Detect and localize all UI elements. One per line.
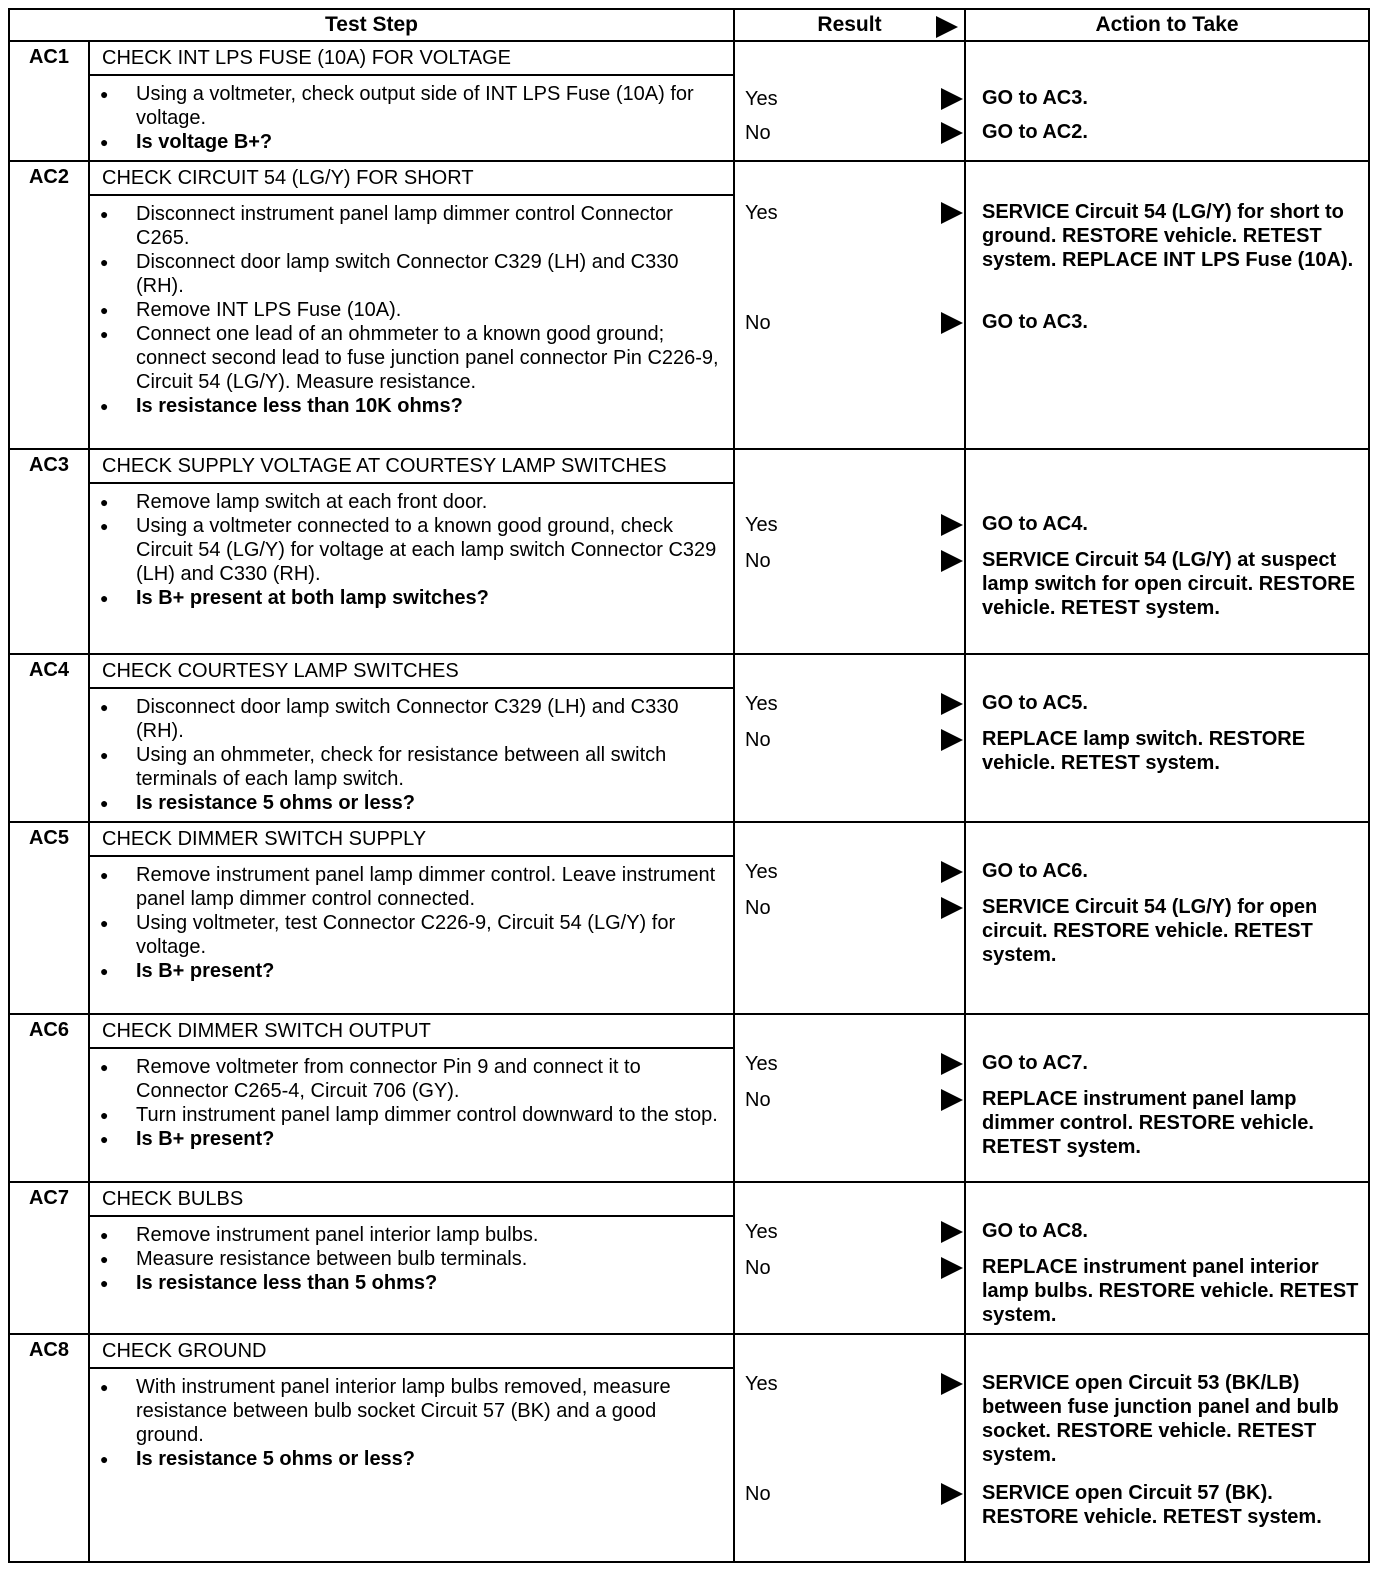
step-id: AC6 (9, 1014, 89, 1182)
result-no-label: No (745, 1089, 771, 1111)
step-row (9, 1014, 1369, 1182)
no-action: SERVICE Circuit 54 (LG/Y) at suspect lamp switch for open circuit. RESTORE vehicle. RETEST system. (982, 549, 1356, 619)
result-no-label: No (745, 122, 771, 144)
step-instruction: ● Remove instrument panel interior lamp bulbs. (136, 1223, 725, 1247)
step-instruction: ● Connect one lead of an ohmmeter to a known good ground; connect second lead to fuse junction panel connector Pin C226-9, Circuit 54 (LG/Y). Measure resistance. (136, 322, 725, 394)
result-no (745, 312, 771, 335)
step-instruction: ● Disconnect instrument panel lamp dimmer control Connector C265. (136, 202, 725, 250)
header-test-step: Test Step (9, 9, 734, 41)
step-content (89, 1182, 734, 1334)
result-no-label: No (745, 312, 771, 334)
result-no-label: No (745, 897, 771, 919)
action-cell (965, 41, 1369, 161)
result-cell (734, 41, 965, 161)
step-instruction: ● Remove instrument panel lamp dimmer control. Leave instrument panel lamp dimmer control connected. (136, 863, 725, 911)
step-instructions (90, 1049, 733, 1157)
action-cell (965, 1182, 1369, 1334)
step-question: ● Is B+ present? (136, 1127, 725, 1151)
step-question: ● Is voltage B+? (136, 130, 725, 154)
result-cell (734, 822, 965, 1014)
step-instruction: ● Remove lamp switch at each front door. (136, 490, 725, 514)
step-instructions (90, 196, 733, 424)
no-action: SERVICE Circuit 54 (LG/Y) for open circuit. RESTORE vehicle. RETEST system. (982, 896, 1318, 966)
yes-action: GO to AC7. (982, 1052, 1088, 1074)
step-question: ● Is B+ present at both lamp switches? (136, 586, 725, 610)
result-no (745, 550, 771, 573)
step-instruction: ● Using voltmeter, test Connector C226-9, Circuit 54 (LG/Y) for voltage. (136, 911, 725, 959)
step-id: AC8 (9, 1334, 89, 1562)
step-row (9, 654, 1369, 822)
step-id: AC2 (9, 161, 89, 449)
result-yes-label: Yes (745, 861, 778, 883)
arrow-right-icon (941, 693, 963, 715)
header-result-label: Result (817, 13, 882, 36)
result-cell (734, 161, 965, 449)
result-yes-label: Yes (745, 1373, 778, 1395)
result-no (745, 897, 771, 920)
arrow-right-icon (941, 729, 963, 751)
result-no-label: No (745, 1483, 771, 1505)
yes-action: SERVICE open Circuit 53 (BK/LB) between fuse junction panel and bulb socket. RESTORE vehicle. RETEST system. (982, 1372, 1339, 1466)
step-content (89, 822, 734, 1014)
no-action: SERVICE open Circuit 57 (BK). RESTORE vehicle. RETEST system. (982, 1482, 1322, 1528)
result-yes-label: Yes (745, 1053, 778, 1075)
step-question: ● Is resistance 5 ohms or less? (136, 791, 725, 815)
no-action: REPLACE instrument panel interior lamp bulbs. RESTORE vehicle. RETEST system. (982, 1256, 1359, 1326)
step-instructions (90, 76, 733, 160)
result-cell (734, 1334, 965, 1562)
step-instructions (90, 1369, 733, 1477)
action-cell (965, 161, 1369, 449)
arrow-right-icon (941, 312, 963, 334)
step-title: CHECK INT LPS FUSE (10A) FOR VOLTAGE (90, 42, 733, 76)
step-question: ● Is B+ present? (136, 959, 725, 983)
result-yes (745, 1053, 778, 1076)
step-question: ● Is resistance less than 5 ohms? (136, 1271, 725, 1295)
header-action: Action to Take (965, 9, 1369, 41)
result-yes (745, 514, 778, 537)
yes-action: GO to AC5. (982, 692, 1088, 714)
step-content (89, 1014, 734, 1182)
step-title: CHECK DIMMER SWITCH SUPPLY (90, 823, 733, 857)
step-content (89, 161, 734, 449)
step-row (9, 449, 1369, 654)
yes-action: GO to AC3. (982, 87, 1088, 109)
action-cell (965, 449, 1369, 654)
step-instructions (90, 857, 733, 989)
yes-action: GO to AC6. (982, 860, 1088, 882)
arrow-right-icon (941, 1221, 963, 1243)
arrow-right-icon (941, 1373, 963, 1395)
yes-action: GO to AC8. (982, 1220, 1088, 1242)
arrow-right-icon (941, 1483, 963, 1505)
step-id: AC4 (9, 654, 89, 822)
action-cell (965, 822, 1369, 1014)
result-yes (745, 1221, 778, 1244)
step-row (9, 1334, 1369, 1562)
arrow-right-icon (941, 122, 963, 144)
arrow-right-icon (941, 897, 963, 919)
step-id: AC5 (9, 822, 89, 1014)
step-instructions (90, 689, 733, 821)
result-no-label: No (745, 550, 771, 572)
step-title: CHECK CIRCUIT 54 (LG/Y) FOR SHORT (90, 162, 733, 196)
result-no-label: No (745, 1257, 771, 1279)
result-no (745, 1483, 771, 1506)
step-content (89, 654, 734, 822)
step-instruction: ● Disconnect door lamp switch Connector C329 (LH) and C330 (RH). (136, 695, 725, 743)
no-action: REPLACE lamp switch. RESTORE vehicle. RETEST system. (982, 728, 1306, 774)
arrow-right-icon (936, 16, 958, 38)
result-no (745, 729, 771, 752)
result-cell (734, 654, 965, 822)
yes-action: GO to AC4. (982, 513, 1088, 535)
arrow-right-icon (941, 88, 963, 110)
result-yes-label: Yes (745, 514, 778, 536)
step-id: AC3 (9, 449, 89, 654)
step-row (9, 1182, 1369, 1334)
arrow-right-icon (941, 861, 963, 883)
no-action: GO to AC3. (982, 311, 1088, 333)
step-title: CHECK DIMMER SWITCH OUTPUT (90, 1015, 733, 1049)
step-title: CHECK COURTESY LAMP SWITCHES (90, 655, 733, 689)
step-content (89, 1334, 734, 1562)
result-yes (745, 1373, 778, 1396)
action-cell (965, 1334, 1369, 1562)
step-row (9, 161, 1369, 449)
diagnostic-table (8, 8, 1370, 1563)
result-yes-label: Yes (745, 1221, 778, 1243)
result-cell (734, 1014, 965, 1182)
step-instruction: ● Using a voltmeter connected to a known good ground, check Circuit 54 (LG/Y) for voltage at each lamp switch Connector C329 (LH) and C330 (RH). (136, 514, 725, 586)
result-no (745, 1257, 771, 1280)
step-instruction: ● With instrument panel interior lamp bulbs removed, measure resistance between bulb socket Circuit 57 (BK) and a good ground. (136, 1375, 725, 1447)
action-cell (965, 1014, 1369, 1182)
header-row (9, 9, 1369, 41)
result-no-label: No (745, 729, 771, 751)
step-instructions (90, 1217, 733, 1301)
result-yes (745, 88, 778, 111)
arrow-right-icon (941, 1257, 963, 1279)
step-instruction: ● Using a voltmeter, check output side of INT LPS Fuse (10A) for voltage. (136, 82, 725, 130)
result-yes (745, 202, 778, 225)
action-cell (965, 654, 1369, 822)
result-yes (745, 693, 778, 716)
step-question: ● Is resistance less than 10K ohms? (136, 394, 725, 418)
no-action: REPLACE instrument panel lamp dimmer control. RESTORE vehicle. RETEST system. (982, 1088, 1314, 1158)
step-content (89, 41, 734, 161)
step-instruction: ● Remove voltmeter from connector Pin 9 and connect it to Connector C265-4, Circuit 706 (GY). (136, 1055, 725, 1103)
step-instruction: ● Measure resistance between bulb terminals. (136, 1247, 725, 1271)
no-action: GO to AC2. (982, 121, 1088, 143)
result-yes-label: Yes (745, 88, 778, 110)
step-title: CHECK BULBS (90, 1183, 733, 1217)
step-instruction: ● Remove INT LPS Fuse (10A). (136, 298, 725, 322)
step-instruction: ● Using an ohmmeter, check for resistance between all switch terminals of each lamp switch. (136, 743, 725, 791)
diagnostic-table-page (8, 8, 1368, 1563)
header-result (734, 9, 965, 41)
result-yes (745, 861, 778, 884)
arrow-right-icon (941, 1089, 963, 1111)
step-content (89, 449, 734, 654)
step-instruction: ● Turn instrument panel lamp dimmer control downward to the stop. (136, 1103, 725, 1127)
step-row (9, 41, 1369, 161)
arrow-right-icon (941, 202, 963, 224)
step-title: CHECK SUPPLY VOLTAGE AT COURTESY LAMP SWITCHES (90, 450, 733, 484)
result-no (745, 1089, 771, 1112)
result-cell (734, 449, 965, 654)
step-row (9, 822, 1369, 1014)
arrow-right-icon (941, 1053, 963, 1075)
step-id: AC1 (9, 41, 89, 161)
result-yes-label: Yes (745, 693, 778, 715)
arrow-right-icon (941, 514, 963, 536)
step-id: AC7 (9, 1182, 89, 1334)
yes-action: SERVICE Circuit 54 (LG/Y) for short to ground. RESTORE vehicle. RETEST system. REPLACE INT LPS Fuse (10A). (982, 201, 1354, 271)
step-title: CHECK GROUND (90, 1335, 733, 1369)
step-instruction: ● Disconnect door lamp switch Connector C329 (LH) and C330 (RH). (136, 250, 725, 298)
result-no (745, 122, 771, 145)
result-yes-label: Yes (745, 202, 778, 224)
result-cell (734, 1182, 965, 1334)
step-instructions (90, 484, 733, 616)
arrow-right-icon (941, 550, 963, 572)
step-question: ● Is resistance 5 ohms or less? (136, 1447, 725, 1471)
